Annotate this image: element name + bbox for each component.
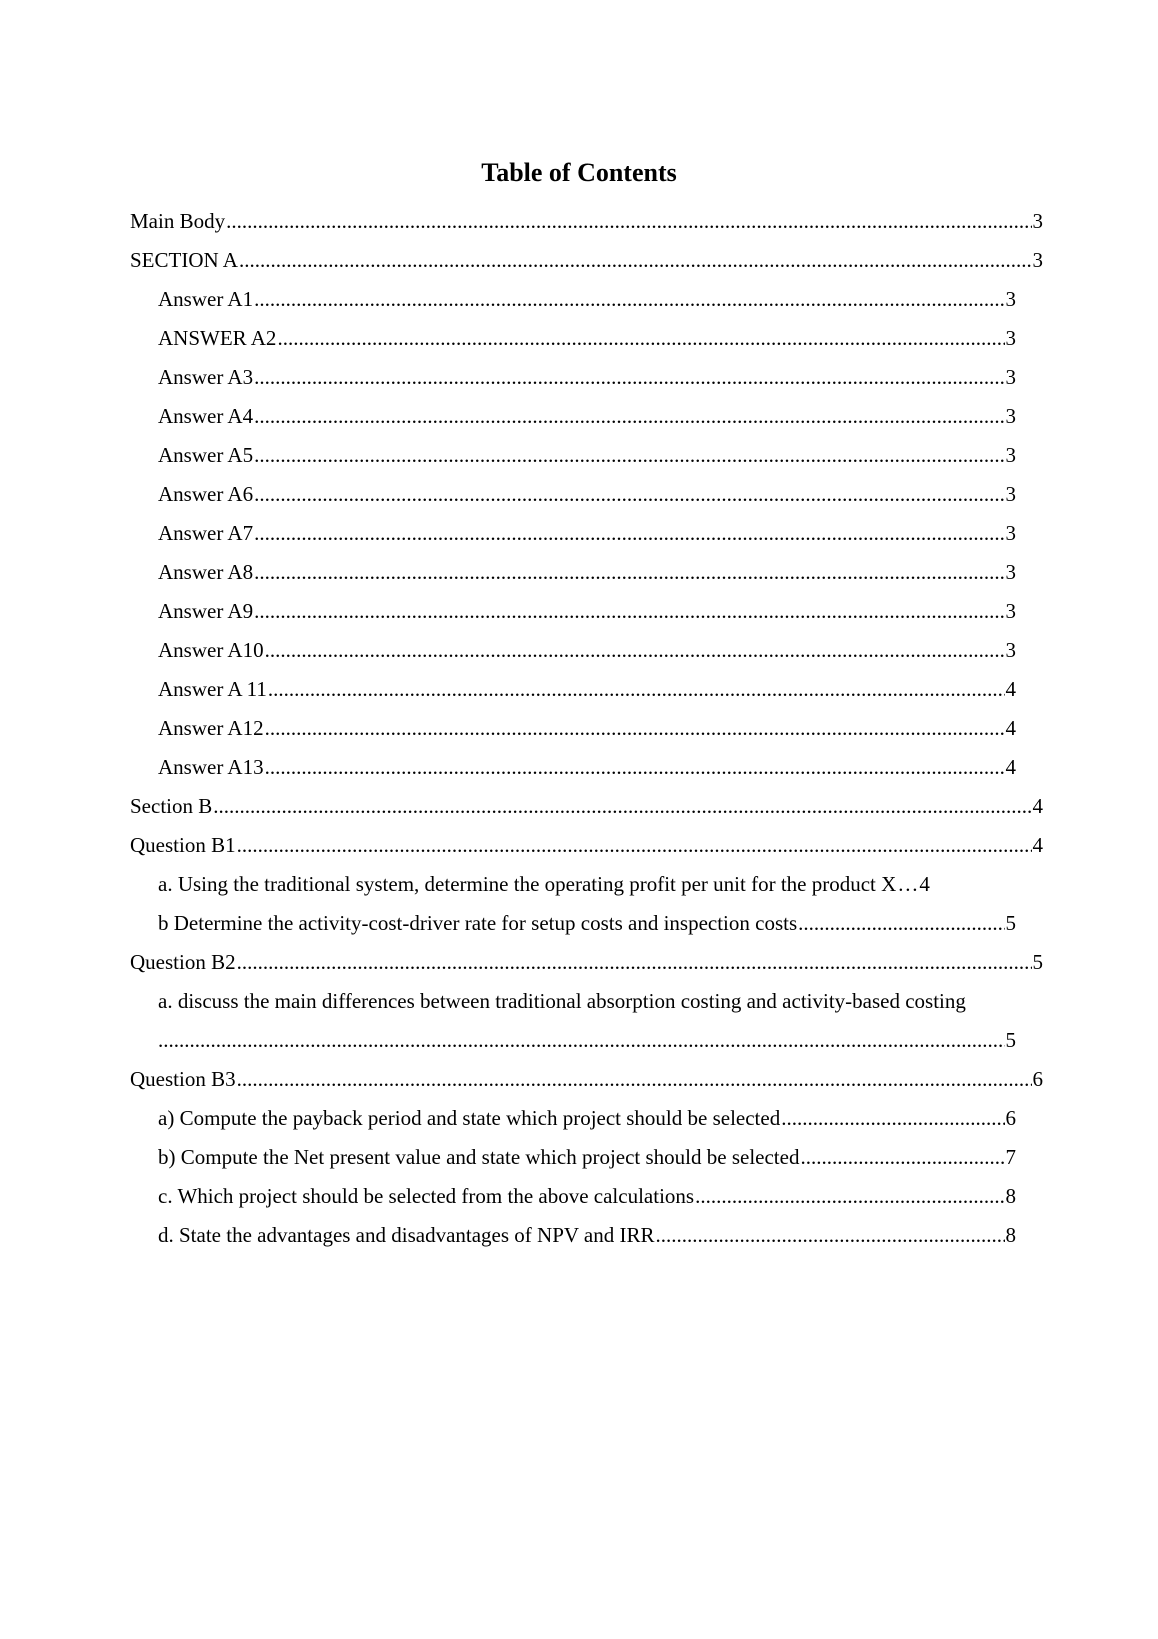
- dot-leader: [656, 1222, 1005, 1248]
- toc-entry-answer-a12[interactable]: [158, 715, 1016, 741]
- toc-entry-text: Answer A7: [158, 521, 254, 545]
- toc-entry-b3-part-b[interactable]: [158, 1144, 1016, 1170]
- toc-entry-text: b Determine the activity-cost-driver rate for setup costs and inspection costs: [158, 911, 798, 935]
- toc-entry-page: 3: [1032, 248, 1043, 272]
- toc-entry-section-b[interactable]: [130, 793, 1043, 819]
- toc-entry-page: 4: [1032, 833, 1043, 857]
- toc-entry-text: Answer A 11: [158, 677, 267, 701]
- toc-entry-text: c. Which project should be selected from the above calculations: [158, 1184, 695, 1208]
- toc-entry-text: a) Compute the payback period and state which project should be selected: [158, 1106, 781, 1130]
- toc-entry-text: ANSWER A2: [158, 326, 277, 350]
- toc-entry-text: Main Body: [130, 209, 226, 233]
- dot-leader: [254, 481, 1004, 507]
- toc-entry-answer-a1[interactable]: [158, 286, 1016, 312]
- toc-entry-answer-a5[interactable]: [158, 442, 1016, 468]
- toc-entry-text: d. State the advantages and disadvantages of NPV and IRR: [158, 1223, 655, 1247]
- toc-entry-text: Answer A10: [158, 638, 264, 662]
- toc-entry-page: 5: [1005, 911, 1016, 935]
- toc-entry-question-b2[interactable]: [130, 949, 1043, 975]
- toc-entry-page: 6: [1005, 1106, 1016, 1130]
- toc-entry-page: 3: [1005, 560, 1016, 584]
- toc-entry-b2-part-a-text[interactable]: a. discuss the main differences between traditional absorption costing and activity-based costing: [158, 989, 966, 1013]
- toc-entry-question-b3[interactable]: [130, 1066, 1043, 1092]
- dot-leader: [781, 1105, 1004, 1131]
- toc-entry-page: 8: [1005, 1184, 1016, 1208]
- toc-entry-page: 3: [1005, 638, 1016, 662]
- dot-leader: [254, 286, 1004, 312]
- toc-entry-page: 3: [1005, 521, 1016, 545]
- dot-leader: [254, 442, 1004, 468]
- toc-entry-answer-a6[interactable]: [158, 481, 1016, 507]
- toc-entry-text: Question B1: [130, 833, 236, 857]
- dot-leader: [265, 754, 1005, 780]
- toc-entry-answer-a11[interactable]: [158, 676, 1016, 702]
- toc-entry-page: 3: [1005, 326, 1016, 350]
- dot-leader: [254, 403, 1004, 429]
- toc-entry-b2-part-a[interactable]: [158, 1027, 1016, 1053]
- toc-entry-text: b) Compute the Net present value and state which project should be selected: [158, 1145, 800, 1169]
- toc-entry-text: a. Using the traditional system, determine the operating profit per unit for the product X: [158, 872, 897, 896]
- toc-entry-answer-a4[interactable]: [158, 403, 1016, 429]
- toc-entry-b3-part-a[interactable]: [158, 1105, 1016, 1131]
- toc-entry-page: 4: [1005, 677, 1016, 701]
- toc-entry-page: 3: [1005, 287, 1016, 311]
- ellipsis-leader: …: [897, 872, 919, 896]
- toc-entry-question-b1[interactable]: [130, 832, 1043, 858]
- toc-entry-answer-a7[interactable]: [158, 520, 1016, 546]
- dot-leader: [237, 1066, 1032, 1092]
- toc-entry-answer-a2[interactable]: [158, 325, 1016, 351]
- dot-leader: [265, 715, 1005, 741]
- toc-entry-page: 7: [1005, 1145, 1016, 1169]
- dot-leader: [254, 364, 1004, 390]
- toc-entry-text: Question B2: [130, 950, 236, 974]
- dot-leader: [237, 832, 1032, 858]
- toc-entry-text: Section B: [130, 794, 213, 818]
- dot-leader: [695, 1183, 1004, 1209]
- toc-entry-answer-a10[interactable]: [158, 637, 1016, 663]
- toc-entry-page: 4: [1005, 716, 1016, 740]
- dot-leader: [158, 1027, 1005, 1053]
- dot-leader: [800, 1144, 1004, 1170]
- toc-entry-main-body[interactable]: [130, 208, 1043, 234]
- toc-entry-text: Answer A8: [158, 560, 254, 584]
- toc-entry-text: Answer A6: [158, 482, 254, 506]
- toc-entry-page: 3: [1005, 365, 1016, 389]
- toc-entry-text: Answer A9: [158, 599, 254, 623]
- toc-entry-text: Question B3: [130, 1067, 236, 1091]
- dot-leader: [226, 208, 1031, 234]
- toc-entry-page: 3: [1005, 599, 1016, 623]
- toc-entry-page: 3: [1005, 482, 1016, 506]
- dot-leader: [798, 910, 1004, 936]
- dot-leader: [254, 520, 1004, 546]
- toc-entry-page: 5: [1005, 1028, 1016, 1052]
- dot-leader: [213, 793, 1031, 819]
- toc-entry-page: 3: [1032, 209, 1043, 233]
- toc-entry-section-a[interactable]: [130, 247, 1043, 273]
- toc-entry-page: 4: [919, 872, 930, 896]
- toc-entry-page: 5: [1032, 950, 1043, 974]
- dot-leader: [254, 598, 1004, 624]
- toc-entry-answer-a3[interactable]: [158, 364, 1016, 390]
- dot-leader: [265, 637, 1005, 663]
- toc-entry-b3-part-d[interactable]: [158, 1222, 1016, 1248]
- toc-entry-page: 8: [1005, 1223, 1016, 1247]
- toc-entry-page: 4: [1032, 794, 1043, 818]
- toc-entry-text: Answer A3: [158, 365, 254, 389]
- dot-leader: [277, 325, 1004, 351]
- toc-entry-page: 3: [1005, 443, 1016, 467]
- toc-entry-text: SECTION A: [130, 248, 238, 272]
- toc-entry-b1-part-a[interactable]: [158, 871, 1016, 897]
- toc-entry-page: 6: [1032, 1067, 1043, 1091]
- toc-entry-text: Answer A12: [158, 716, 264, 740]
- toc-title: Table of Contents: [481, 158, 677, 187]
- toc-entry-text: Answer A1: [158, 287, 254, 311]
- dot-leader: [268, 676, 1005, 702]
- toc-entry-page: 3: [1005, 404, 1016, 428]
- toc-entry-text: Answer A13: [158, 755, 264, 779]
- toc-entry-b1-part-b[interactable]: [158, 910, 1016, 936]
- dot-leader: [254, 559, 1004, 585]
- toc-entry-answer-a13[interactable]: [158, 754, 1016, 780]
- toc-entry-text: Answer A4: [158, 404, 254, 428]
- toc-entry-text: Answer A5: [158, 443, 254, 467]
- toc-entry-answer-a8[interactable]: [158, 559, 1016, 585]
- toc-entry-b3-part-c[interactable]: [158, 1183, 1016, 1209]
- toc-entry-answer-a9[interactable]: [158, 598, 1016, 624]
- dot-leader: [239, 247, 1032, 273]
- toc-entry-page: 4: [1005, 755, 1016, 779]
- dot-leader: [237, 949, 1032, 975]
